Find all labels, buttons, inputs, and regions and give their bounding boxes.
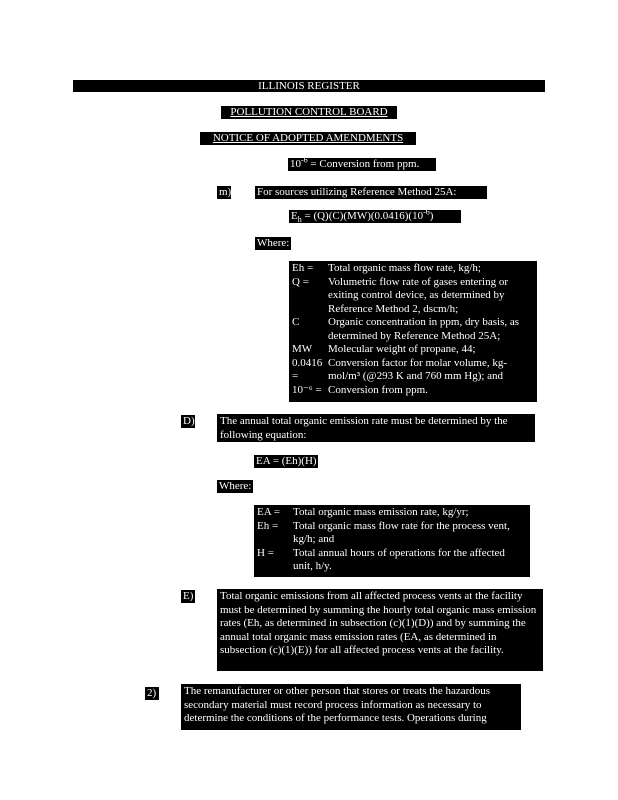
definition-row: Eh = Total organic mass flow rate, kg/h; bbox=[292, 262, 481, 274]
item-e-text: Total organic emissions from all affected process vents at the facility must be determined by summing the hourly total organic mass emission rates (Eh, as determined in subsection (c)(1)(D)) and by summing the annual total organic mass emission rates (EA, as determined in subsection (c)(1)(E)) for all affected process vents at the facility. bbox=[217, 589, 543, 671]
item-e-label: E) bbox=[183, 590, 194, 602]
item-d-definitions bbox=[254, 505, 530, 577]
conversion-line: $10^{-6}$ = Conversion from ppm. bbox=[288, 158, 436, 171]
item-m-where: Where: bbox=[257, 237, 290, 249]
definition-row: C Organic concentration in ppm, dry basis, as determined by Reference Method 25A; bbox=[292, 316, 520, 342]
item-d-formula: EA = (Eh)(H) bbox=[256, 455, 317, 467]
notice-title: NOTICE OF ADOPTED AMENDMENTS bbox=[200, 132, 416, 145]
item-2-label: 2) bbox=[145, 687, 159, 700]
board-title: POLLUTION CONTROL BOARD bbox=[221, 106, 397, 119]
item-m-label: m) bbox=[219, 186, 232, 198]
item-2-text: The remanufacturer or other person that stores or treats the hazardous secondary material must record process information as necessary to determine the conditions of the performance tests. Operations during bbox=[181, 684, 521, 730]
definition-row: 10⁻⁶ = Conversion from ppm. bbox=[292, 383, 428, 396]
definition-row: Q = Volumetric flow rate of gases entering or exiting control device, as determined by Reference Method 2, dscm/h; bbox=[292, 275, 509, 315]
definition-row: Eh = Total organic mass flow rate for the process vent, kg/h; and bbox=[257, 519, 510, 545]
item-d-where: Where: bbox=[219, 480, 252, 492]
definition-row: EA = Total organic mass emission rate, kg/yr; bbox=[257, 506, 469, 518]
item-m-formula: $E_h = (Q)(C)(MW)(0.0416)(10^{-6})$ bbox=[289, 210, 461, 223]
item-d-text: The annual total organic emission rate must be determined by the following equation: bbox=[217, 414, 535, 442]
item-m-definitions bbox=[289, 261, 537, 402]
definition-row: MW Molecular weight of propane, 44; bbox=[292, 343, 476, 355]
item-m-text: For sources utilizing Reference Method 25A: bbox=[255, 186, 487, 199]
register-title-bar bbox=[73, 80, 545, 92]
item-d-label: D) bbox=[183, 415, 195, 427]
definition-row: H = Total annual hours of operations for the affected unit, h/y. bbox=[257, 546, 505, 572]
register-title: ILLINOIS REGISTER bbox=[258, 80, 360, 92]
definition-row: 0.0416 = Conversion factor for molar volume, kg-mol/m³ (@293 K and 760 mm Hg); and bbox=[292, 356, 508, 382]
